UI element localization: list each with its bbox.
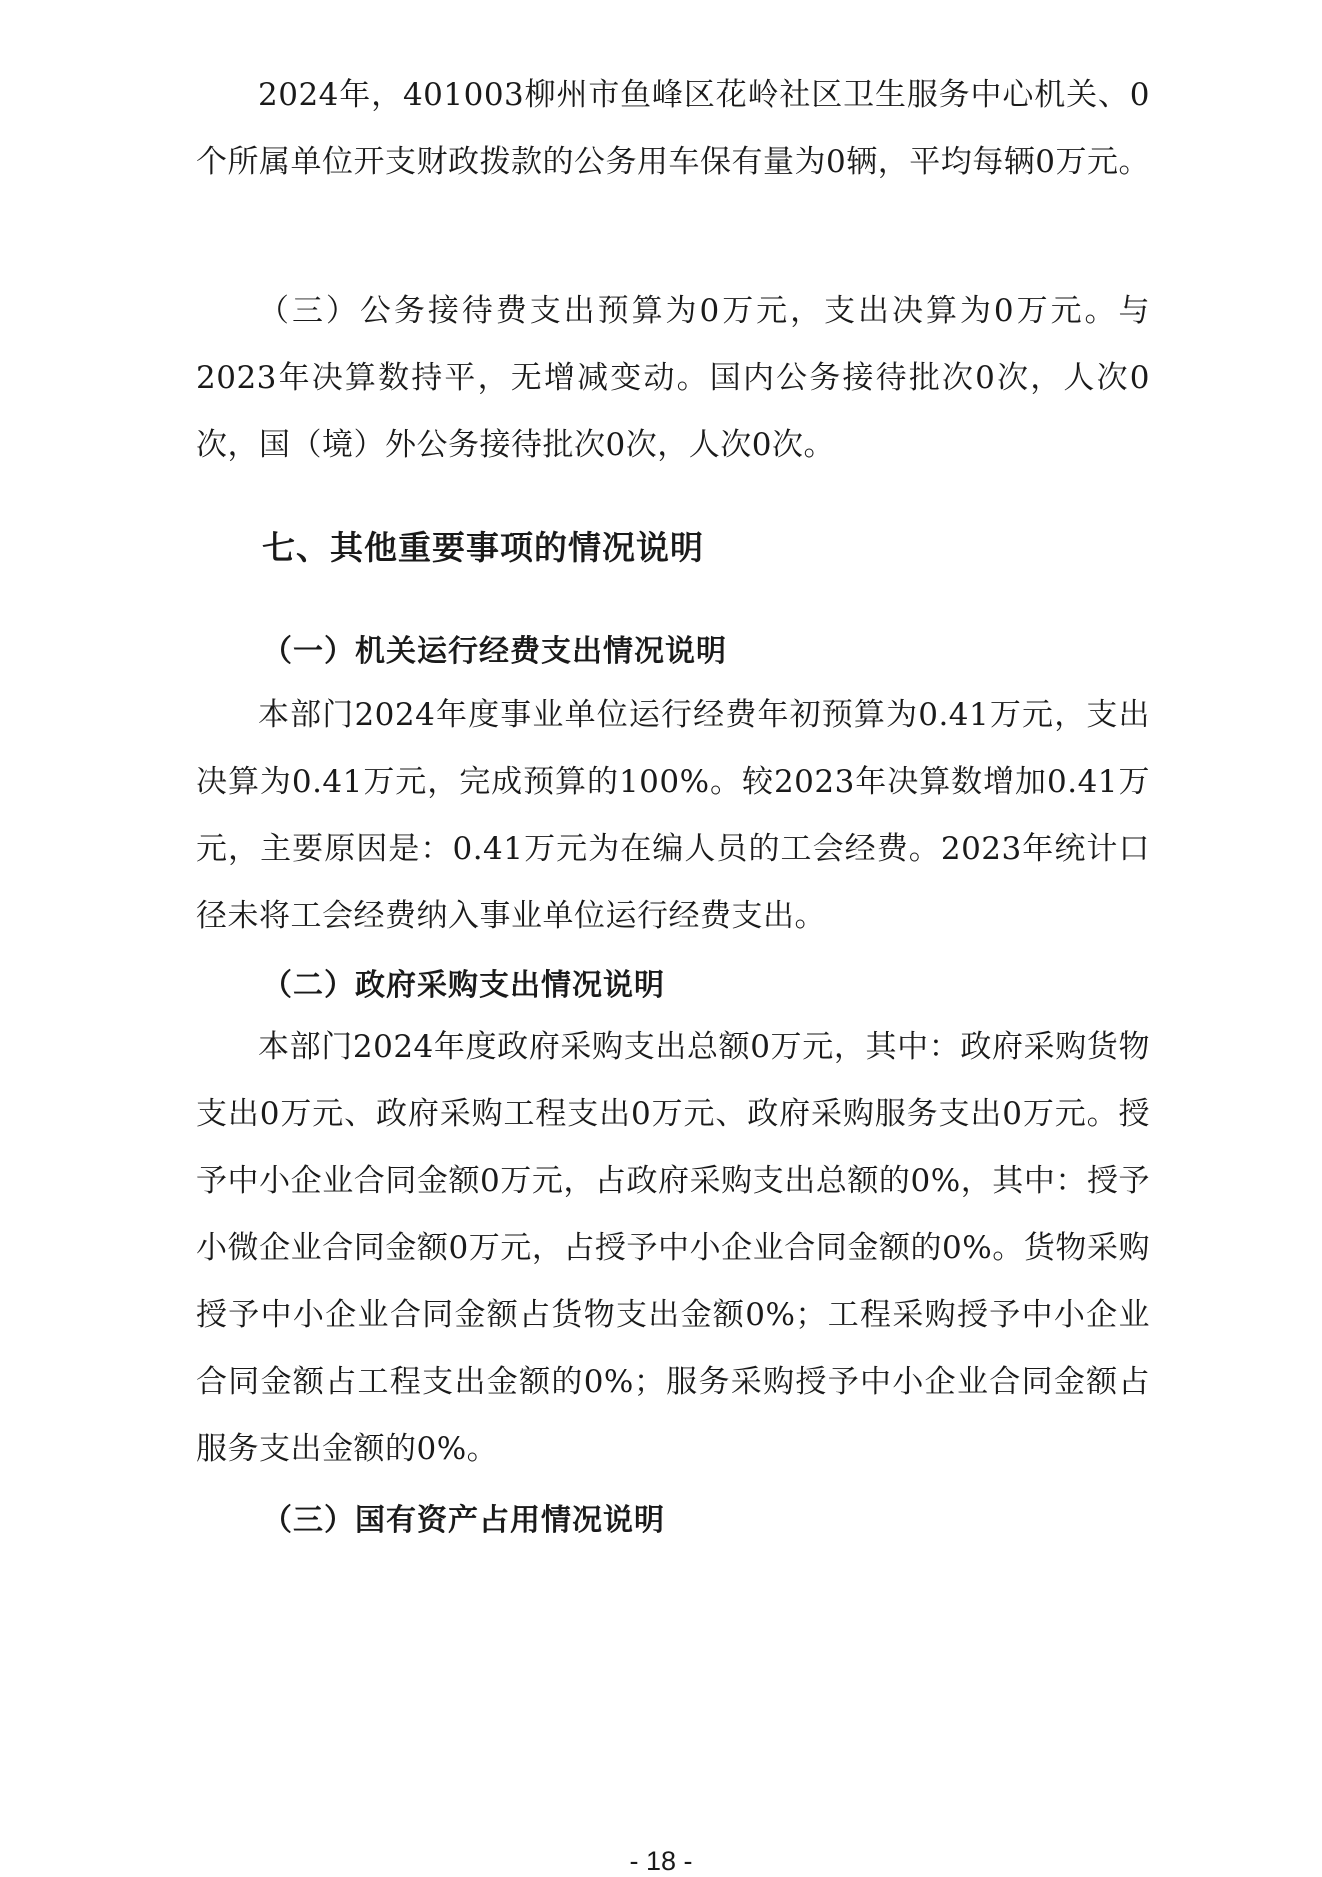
- section-heading-other-matters: 七、其他重要事项的情况说明: [262, 528, 704, 567]
- paragraph-operating-expenses: 本部门2024年度事业单位运行经费年初预算为0.41万元，支出决算为0.41万元，完成预算的100%。较2023年决算数增加0.41万元，主要原因是：0.41万元为在编人员的工会经费。2023年统计口径未将工会经费纳入事业单位运行经费支出。: [196, 697, 1150, 934]
- paragraph-reception-expense: （三）公务接待费支出预算为0万元，支出决算为0万元。与2023年决算数持平，无增减变动。国内公务接待批次0次，人次0次，国（境）外公务接待批次0次，人次0次。: [196, 293, 1150, 463]
- subheading-state-assets: （三）国有资产占用情况说明: [262, 1503, 665, 1538]
- subheading-government-procurement: （二）政府采购支出情况说明: [262, 968, 665, 1003]
- paragraph-government-procurement: 本部门2024年度政府采购支出总额0万元，其中：政府采购货物支出0万元、政府采购工程支出0万元、政府采购服务支出0万元。授予中小企业合同金额0万元，占政府采购支出总额的0%，其中：授予小微企业合同金额0万元，占授予中小企业合同金额的0%。货物采购授予中小企业合同金额占货物支出金额0%；工程采购授予中小企业合同金额占工程支出金额的0%；服务采购授予中小企业合同金额占服务支出金额的0%。: [196, 1029, 1150, 1467]
- page-number: - 18 -: [629, 1846, 693, 1876]
- subheading-operating-expenses: （一）机关运行经费支出情况说明: [262, 634, 727, 669]
- paragraph-vehicle-count: 2024年，401003柳州市鱼峰区花岭社区卫生服务中心机关、0个所属单位开支财政拨款的公务用车保有量为0辆，平均每辆0万元。: [196, 77, 1150, 180]
